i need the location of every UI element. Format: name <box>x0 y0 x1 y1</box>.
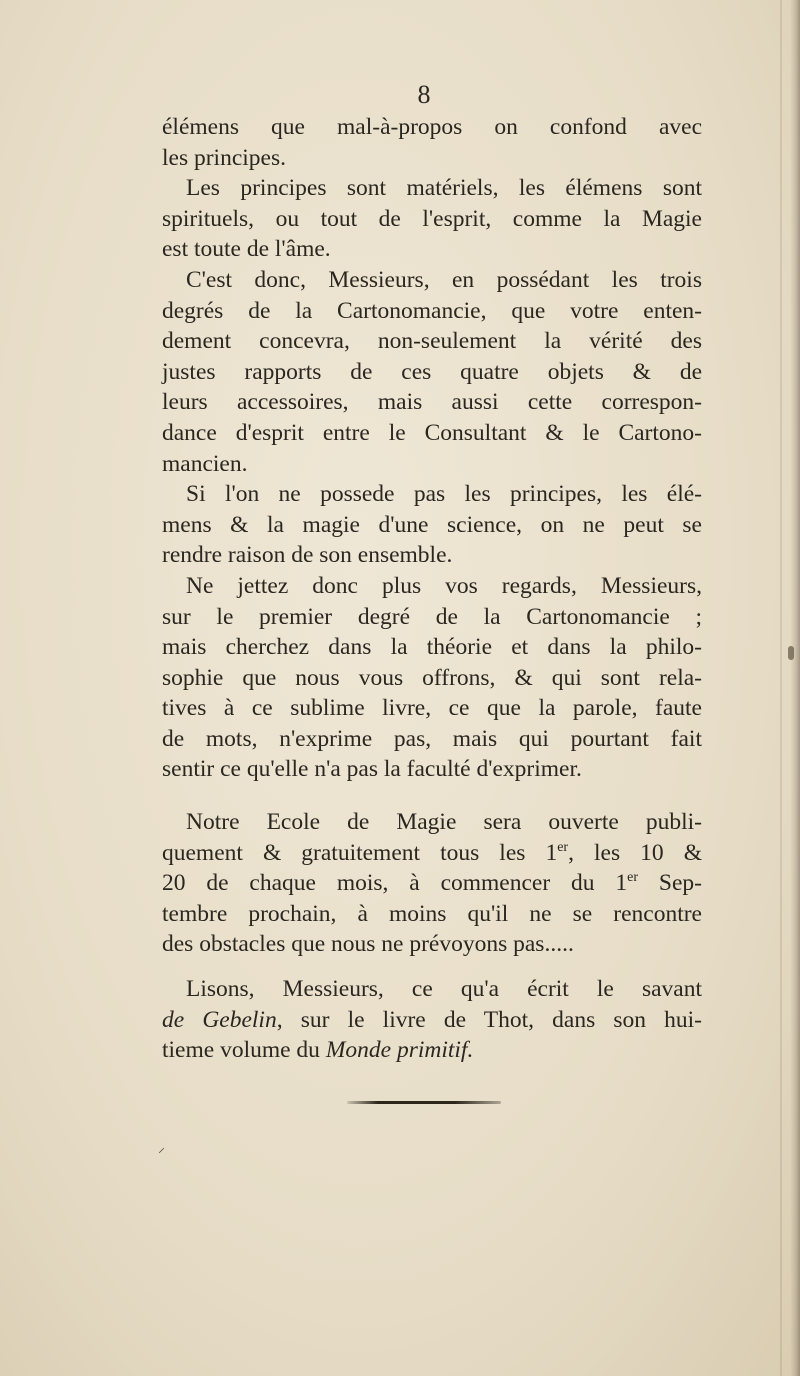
text-line: sur le premier degré de la Cartonomancie ; <box>162 603 702 630</box>
text-line: rendre raison de son ensemble. <box>162 542 453 569</box>
notice-line-4: tembre prochain, à moins qu'il ne se rencontre <box>162 900 702 927</box>
text-line: élémens que mal-à-propos on confond avec <box>162 114 702 140</box>
author-name: de Gebelin <box>162 1006 277 1033</box>
text-line <box>162 1005 702 1036</box>
text-line: degrés de la Cartonomancie, que votre enten- <box>162 297 702 324</box>
text-line: leurs accessoires, mais aussi cette correspon- <box>162 389 702 416</box>
ordinal-superscript: er <box>557 839 569 855</box>
paragraph-gap <box>162 960 702 974</box>
text-line <box>162 868 702 899</box>
text-line: tives à ce sublime livre, ce que la parole, faute <box>162 695 702 722</box>
closing-line-2: , sur le livre de Thot, dans son hui- <box>276 1006 702 1033</box>
text-line: Ne jettez donc plus vos regards, Messieurs, <box>186 572 702 599</box>
text-line: mens & la magie d'une science, on ne peut se <box>162 511 702 538</box>
text-line: de mots, n'exprime pas, mais qui pourtant fait <box>162 725 702 752</box>
section-rule <box>347 1101 501 1104</box>
ink-mark: ⸝ <box>158 1141 165 1156</box>
text-line: sophie que nous vous offrons, & qui sont rela- <box>162 664 702 691</box>
text-line: dance d'esprit entre le Consultant & le Cartono- <box>162 419 702 446</box>
notice-line-5: des obstacles que nous ne prévoyons pas..... <box>162 931 574 958</box>
closing-line-3: tieme volume du <box>162 1037 326 1064</box>
body-text <box>162 112 702 1066</box>
text-line: mais cherchez dans la théorie et dans la philo- <box>162 634 702 661</box>
text-line: justes rapports de ces quatre objets & de <box>162 358 702 385</box>
main-paragraphs <box>162 112 702 785</box>
text-line: spirituels, ou tout de l'esprit, comme la Magie <box>162 205 702 232</box>
ordinal-superscript: er <box>627 870 639 886</box>
closing-line-1: Lisons, Messieurs, ce qu'a écrit le savant <box>186 976 702 1003</box>
notice-line-2-start: quement & gratuitement tous les 1 <box>162 839 558 866</box>
text-line: sentir ce qu'elle n'a pas la faculté d'exprimer. <box>162 756 582 783</box>
text-line: dement concevra, non-seulement la vérité des <box>162 328 702 355</box>
notice-line-3-start: 20 de chaque mois, à commencer du 1 <box>162 870 628 897</box>
text-line: mancien. <box>162 450 248 477</box>
paragraph-gap <box>162 785 702 807</box>
text-line <box>162 807 702 838</box>
text-line <box>162 838 702 869</box>
book-title: Monde primitif. <box>325 1037 474 1064</box>
text-line: les principes. <box>162 144 286 171</box>
page-edge-shadow <box>790 0 800 1376</box>
text-line: est toute de l'âme. <box>162 236 331 263</box>
text-line <box>162 929 702 960</box>
text-line <box>162 899 702 930</box>
page-number: 8 <box>417 80 431 109</box>
school-notice <box>162 807 702 960</box>
text-line <box>162 974 702 1005</box>
notice-line-1: Notre Ecole de Magie sera ouverte publi- <box>186 809 702 836</box>
text-line <box>162 1035 702 1066</box>
closing-paragraph <box>162 974 702 1066</box>
notice-line-2-end: , les 10 & <box>568 839 702 866</box>
page-crease <box>780 0 782 1376</box>
text-line: Les principes sont matériels, les élémens sont <box>186 175 702 202</box>
text-line: Si l'on ne possede pas les principes, les élé- <box>186 481 702 508</box>
paper-speck <box>788 646 794 660</box>
text-line: C'est donc, Messieurs, en possédant les trois <box>186 266 702 293</box>
notice-line-3-end: Sep- <box>638 870 702 897</box>
